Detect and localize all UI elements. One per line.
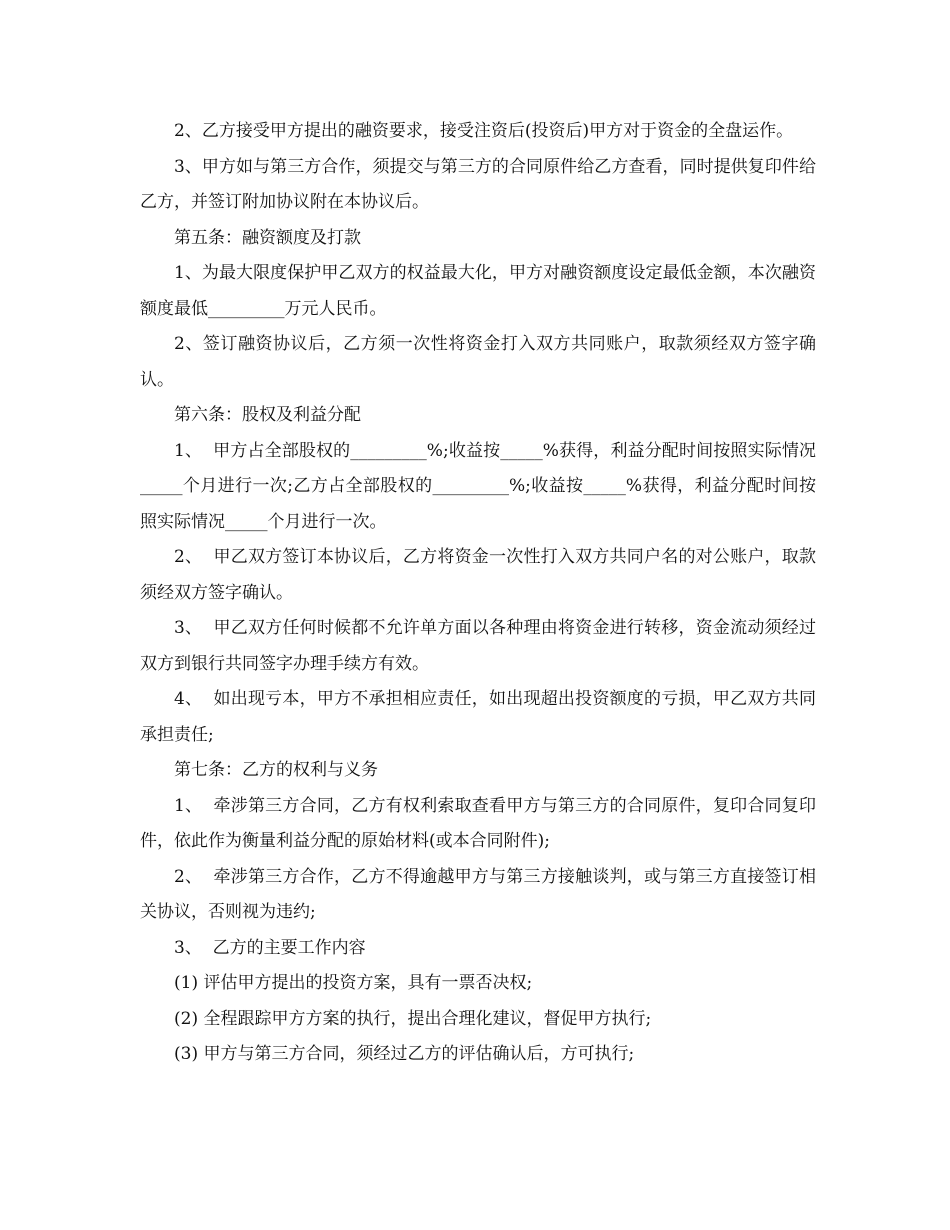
clause-7-subitem-1: (1) 评估甲方提出的投资方案，具有一票否决权; — [174, 973, 533, 993]
clause-7-item-3: 3、 乙方的主要工作内容 — [174, 937, 366, 958]
clause-4-item-2: 2、乙方接受甲方提出的融资要求，接受注资后(投资后)甲方对于资金的全盘运作。 — [174, 121, 794, 141]
clause-7-item-2: 2、 牵涉第三方合作，乙方不得逾越甲方与第三方接触谈判，或与第三方直接签订相关协议，否则视为违约; — [140, 866, 816, 922]
clause-5-item-1: 1、为最大限度保护甲乙双方的权益最大化，甲方对融资额度设定最低金额，本次融资额度最低_________万元人民币。 — [140, 263, 816, 319]
clause-7-item-1: 1、 牵涉第三方合同，乙方有权利索取查看甲方与第三方的合同原件，复印合同复印件，依此作为衡量利益分配的原始材料(或本合同附件); — [140, 795, 816, 851]
clause-6-heading: 第六条：股权及利益分配 — [174, 405, 361, 425]
clause-4-item-3: 3、甲方如与第三方合作，须提交与第三方的合同原件给乙方查看，同时提供复印件给乙方，并签订附加协议附在本协议后。 — [140, 156, 816, 212]
clause-6-item-4: 4、 如出现亏本，甲方不承担相应责任，如出现超出投资额度的亏损，甲乙双方共同承担责任; — [140, 689, 816, 745]
clause-7-heading: 第七条：乙方的权利与义务 — [174, 760, 378, 780]
clause-5-item-2: 2、签订融资协议后，乙方须一次性将资金打入双方共同账户，取款须经双方签字确认。 — [140, 334, 816, 390]
clause-6-item-3: 3、 甲乙双方任何时候都不允许单方面以各种理由将资金进行转移，资金流动须经过双方到银行共同签字办理手续方有效。 — [140, 618, 816, 674]
clause-7-subitem-2: (2) 全程跟踪甲方方案的执行，提出合理化建议，督促甲方执行; — [174, 1008, 652, 1029]
clause-5-heading: 第五条：融资额度及打款 — [174, 227, 361, 248]
clause-7-subitem-3: (3) 甲方与第三方合同，须经过乙方的评估确认后，方可执行; — [174, 1044, 635, 1064]
clause-6-item-2: 2、 甲乙双方签订本协议后，乙方将资金一次性打入双方共同户名的对公账户，取款须经双方签字确认。 — [140, 547, 816, 603]
clause-6-item-1: 1、 甲方占全部股权的_________%;收益按_____%获得，利益分配时间按照实际情况_____个月进行一次;乙方占全部股权的_________%;收益按_____%获得，利益分配时间按照实际情况_____个月进行一次。 — [140, 440, 816, 532]
document-page — [140, 114, 816, 1073]
